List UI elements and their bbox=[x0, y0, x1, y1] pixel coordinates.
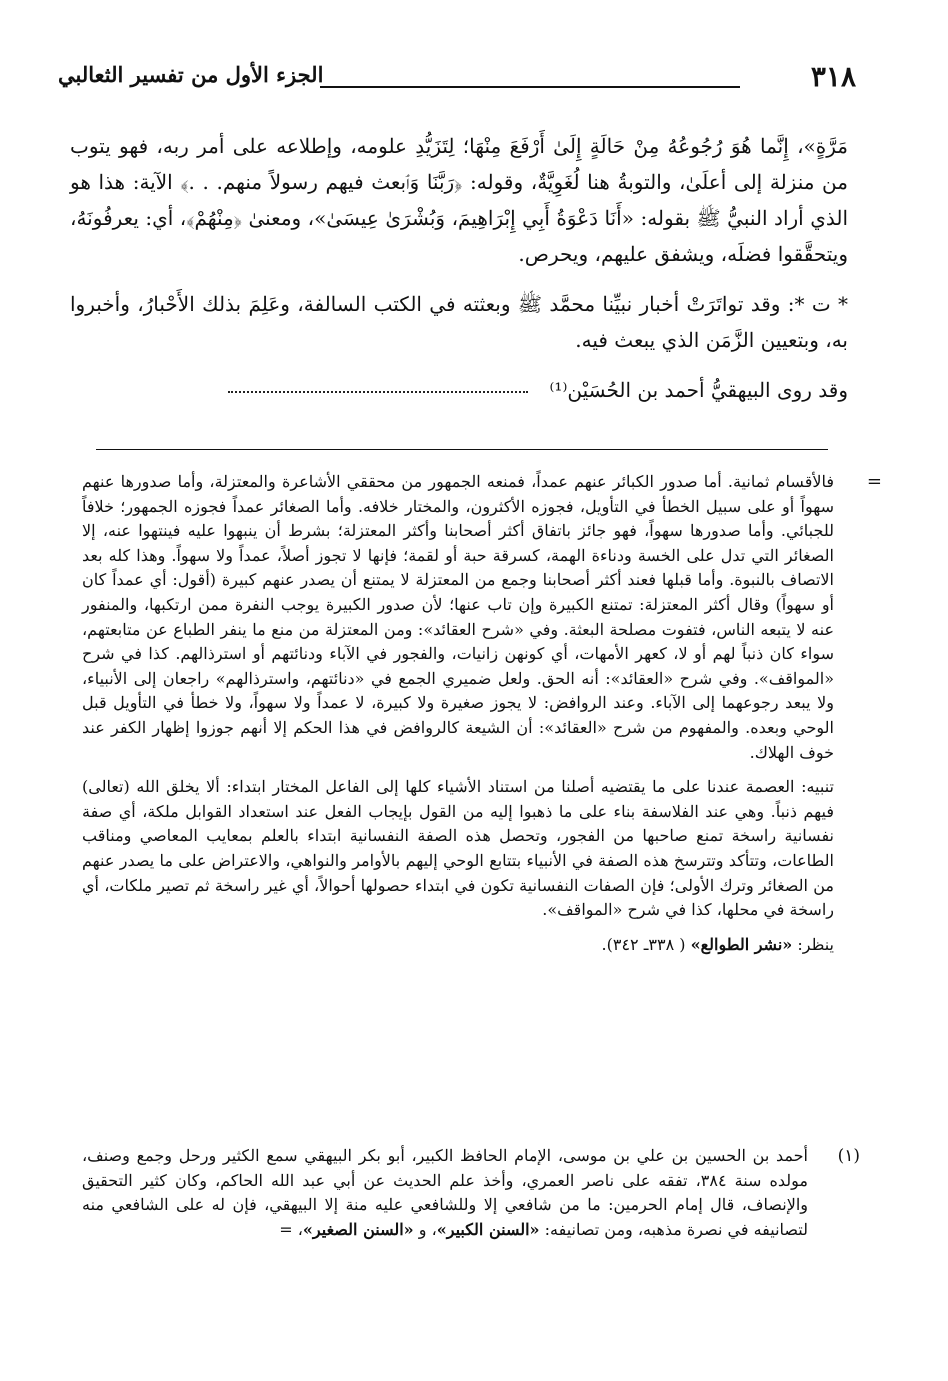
main-paragraph-3-text: وقد روى البيهقيُّ أحمد بن الحُسَيْن⁽¹⁾ bbox=[549, 378, 848, 402]
main-text bbox=[70, 128, 848, 422]
footnote-1-body bbox=[82, 1144, 808, 1242]
footnote-1-number: (١) bbox=[837, 1146, 860, 1166]
page-header bbox=[58, 60, 856, 104]
footnote-note: تنبيه: العصمة عندنا على ما يقتضيه أصلنا من استناد الأشياء كلها إلى الفاعل المختار ابتداء: ألا يخلق الله (تعالى) فيهم ذنباً. وهي عند الفلاسفة بناء على ما ذهبوا إليه من القول بإيجاب الفعل عند استعداد القوابل ملكة، أي صفة نفسانية راسخة تمنع صاحبها من الفجور، وتحصل هذه الصفة النفسانية ابتداء بالعلم بمعايب المعاصي ومناقب الطاعات، وتتأكد وتترسخ هذه الصفة في الأنبياء بتتابع الوحي إليهم بالأوامر والنواهي، والاعتراض على ما يصدر عنهم من الصغائر وترك الأولى؛ فإن الصفات النفسانية تكون في ابتداء حصولها أحوالاً، أي غير راسخة ثم تصير ملكات، أي راسخة في محلها، كذا في شرح «المواقف». bbox=[82, 777, 834, 920]
footnote-1-text: أحمد بن الحسين بن علي بن موسى، الإمام الحافظ الكبير، أبو بكر البيهقي سمع الكثير ورحل وجمع وصنف، مولده سنة ٣٨٤، تفقه على ناصر العمري، وأخذ علم الحديث عن أبي عبد الله الحاكم، وكان كثير التحقيق والإنصاف، قال إمام الحرمين: ما من شافعي إلا وللشافعي عليه منة إلا البيهقي، فإن له على الشافعي منه لتصانيفه في نصرة مذهبه، ومن تصانيفه: bbox=[82, 1146, 808, 1239]
footnote-divider bbox=[96, 449, 828, 450]
continuation-mark: = bbox=[866, 471, 882, 492]
footnotes bbox=[82, 470, 882, 967]
footnote-continued: فالأقسام ثمانية. أما صدور الكبائر عنهم عمداً، فمنعه الجمهور من محققي الأشاعرة والمعتزلة، وأما صدورها عنهم سهواً أو على سبيل الخطأ في التأويل، فجوزه الأكثرون، والمختار خلافه. وأما الصغائر عمداً فجوزه الجمهور؛ خلافاً للجبائي. وأما صدورها سهواً، فهو جائز باتفاق أكثر أصحابنا وأكثر المعتزلة؛ بشرط أن ينبهوا عليه فينتهوا عنه، إلا الصغائر التي تدل على الخسة ودناءة الهمة، كسرقة حبة أو لقمة؛ فإنها لا تجوز أصلاً، عمداً ولا سهواً. وهذا كله بعد الاتصاف بالنبوة. وأما قبلها فعند أكثر أصحابنا وجمع من المعتزلة لا يمتنع أن يصدر عنهم كبيرة (أقول: أي عمداً كان أو سهواً) وقال أكثر المعتزلة: تمتنع الكبيرة وإن تاب عنها؛ لأن صدور الكبيرة يوجب النفرة ممن ارتكبها، والمنفور عنه لا يتبعه الناس، فتفوت مصلحة البعثة. وفي «شرح العقائد»: ومن المعتزلة من منع ما ينفر الطباع عن متابعتهم، سواء كان ذنباً لهم أو لا، كعهر الأمهات، أي كونهن زانيات، والفجور في الآباء ودنائتهم أو استرذالهم. كذا في شرح «المواقف». وفي شرح «العقائد»: أنه الحق. ولعل ضميري الجمع في «دنائتهم، واسترذالهم» راجعان إلى الأنبياء، ولا يبعد رجوعهما إلى الآباء. وعند الروافض: لا يجوز صغيرة ولا كبيرة، لا عمداً ولا سهواً، ولا خطأ في التأويل قبل الوحي وبعده. والمفهوم من شرح «العقائد»: أن الشيعة كالروافض في هذا الحكم إلا أنهم جوزوا إظهار الكفر عند خوف الهلاك. bbox=[82, 472, 835, 762]
footnote-1 bbox=[82, 1144, 860, 1242]
running-title: الجزء الأول من تفسير الثعالبي bbox=[58, 62, 324, 87]
footnote-1-book-1: «السنن الكبير» bbox=[436, 1219, 540, 1239]
footnote-1-end: ، = bbox=[279, 1219, 303, 1239]
footnote-1-book-2: «السنن الصغير» bbox=[302, 1219, 414, 1239]
reference-title: «نشر الطوالع» bbox=[690, 934, 793, 954]
main-paragraph-2: * ت *: وقد تواتَرَتْ أخبار نبيِّنا محمَّد ﷺ وبعثته في الكتب السالفة، وعَلِمَ بذلك الأَحْبارُ، وأخبروا به، وبتعيين الزَّمَن الذي يبعث فيه. bbox=[70, 292, 848, 352]
header-rule bbox=[320, 86, 740, 88]
dotted-leader bbox=[228, 391, 528, 393]
footnote-1-joiner: ، و bbox=[413, 1219, 437, 1239]
main-paragraph-1: مَرَّةٍ»، إِنَّما هُوَ رُجُوعُهُ مِنْ حَالَةٍ إِلَىٰ أَرْفَعَ مِنْهَا؛ لِتَزَيُّدِ علومه، وإطلاعه على أمر ربه، فهو يتوب من منزلة إلى أعلَىٰ، والتوبةُ هنا لُغَوِيَّةٌ، وقوله: ﴿رَبَّنَا وَٱبعث فيهم رسولاً منهم. . .﴾ الآية: هذا هو الذي أراد النبيُّ ﷺ بقوله: «أَنَا دَعْوَةُ أَبِي إِبْرَاهِيمَ، وَبُشْرَىٰ عِيسَىٰ»، ومعنىٰ ﴿مِنْهُمْ﴾، أي: يعرفُونَهُ، ويتحقَّقوا فضلَه، ويشفق عليهم، ويحرص. bbox=[70, 134, 848, 266]
reference-prefix: ينظر: bbox=[792, 934, 834, 954]
page-number: ٣١٨ bbox=[810, 60, 856, 93]
reference-pages: ( ٣٣٨ـ ٣٤٢). bbox=[601, 934, 691, 954]
footnote-reference bbox=[82, 933, 834, 958]
main-paragraph-3 bbox=[70, 372, 848, 408]
